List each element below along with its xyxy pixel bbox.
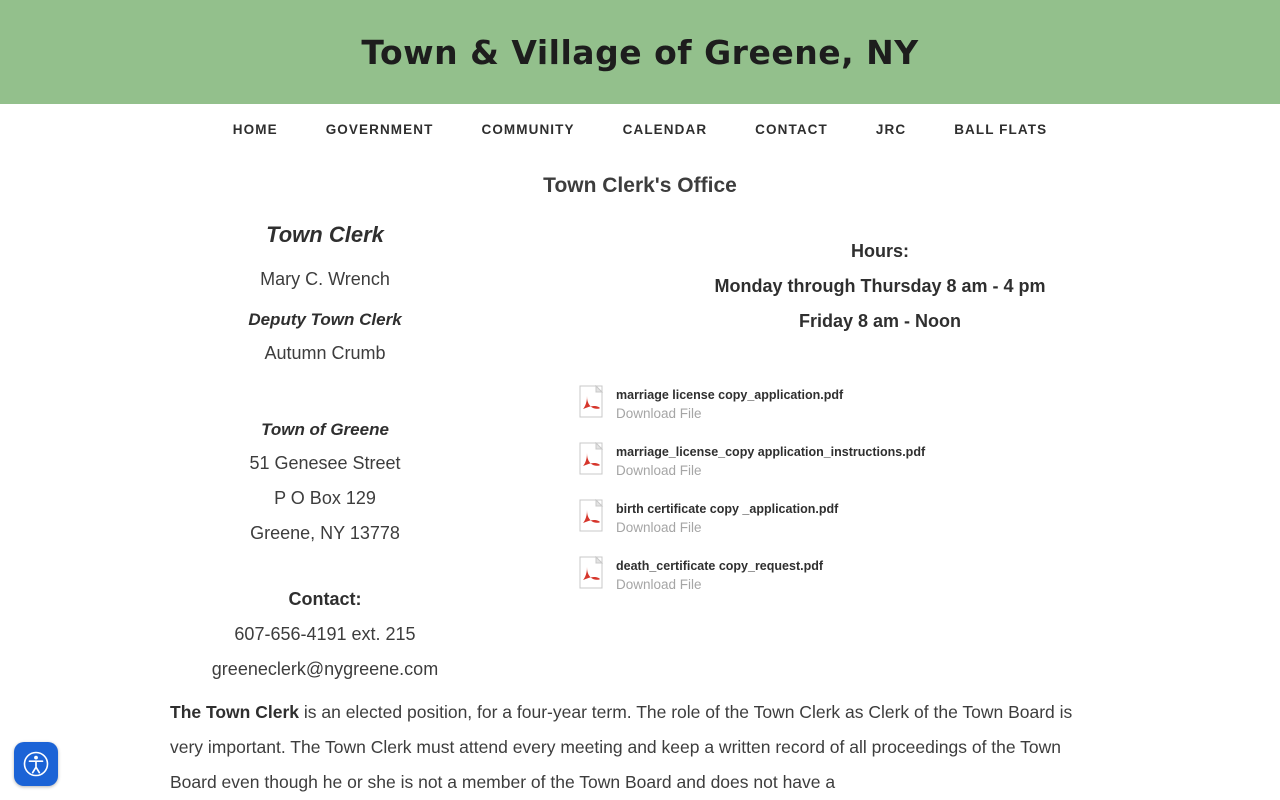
- file-meta: [616, 442, 925, 481]
- site-header: [0, 0, 1280, 104]
- pdf-file-icon: [578, 499, 606, 533]
- address-line-3: Greene, NY 13778: [250, 523, 400, 543]
- pdf-file-icon: [578, 442, 606, 476]
- file-meta: [616, 499, 838, 538]
- clerk-role-title: Town Clerk: [266, 222, 384, 247]
- nav-item-government[interactable]: GOVERNMENT: [325, 121, 434, 137]
- hours-and-files-column: [560, 216, 1190, 687]
- accessibility-button[interactable]: [14, 742, 58, 786]
- content-columns: [90, 202, 1190, 687]
- body-lead: The Town Clerk: [170, 702, 299, 722]
- file-name: marriage license copy_application.pdf: [616, 388, 844, 402]
- file-name: death_certificate copy_request.pdf: [616, 559, 824, 573]
- file-name: birth certificate copy _application.pdf: [616, 502, 839, 516]
- download-file-link[interactable]: Download File: [616, 577, 702, 592]
- nav-item-calendar[interactable]: CALENDAR: [622, 121, 708, 137]
- deputy-name: Autumn Crumb: [264, 343, 386, 363]
- page-title: Town Clerk's Office: [543, 174, 737, 197]
- download-file-link[interactable]: Download File: [616, 520, 702, 535]
- nav-item-home[interactable]: HOME: [232, 121, 278, 137]
- clerk-info-column: [90, 216, 560, 687]
- file-row[interactable]: [578, 499, 1190, 538]
- file-meta: [616, 556, 823, 595]
- file-row[interactable]: [578, 556, 1190, 595]
- nav-item-contact[interactable]: CONTACT: [755, 121, 828, 137]
- nav-item-ball-flats[interactable]: BALL FLATS: [954, 121, 1048, 137]
- contact-email[interactable]: greeneclerk@nygreene.com: [211, 659, 439, 679]
- file-row[interactable]: [578, 385, 1190, 424]
- body-text: is an elected position, for a four-year term. The role of the Town Clerk as Clerk of the Town Board is very important. The Town Clerk must attend every meeting and keep a written record of all proceedings of the Town Board even though he or she is not a member of the Town Board and does not have a: [170, 702, 1073, 792]
- hours-label: Hours:: [851, 241, 909, 261]
- spacer: [90, 551, 560, 581]
- contact-phone[interactable]: 607-656-4191 ext. 215: [234, 624, 416, 644]
- hours-line-1: Monday through Thursday 8 am - 4 pm: [714, 276, 1046, 296]
- file-download-list: [570, 385, 1190, 595]
- org-name: Town of Greene: [261, 420, 389, 439]
- address-line-1: 51 Genesee Street: [249, 453, 401, 473]
- pdf-file-icon: [578, 385, 606, 419]
- pdf-file-icon: [578, 556, 606, 590]
- nav-item-community[interactable]: COMMUNITY: [481, 121, 575, 137]
- body-paragraph: [90, 695, 1190, 800]
- deputy-role-title: Deputy Town Clerk: [248, 310, 402, 329]
- spacer: [90, 371, 560, 407]
- nav-item-jrc[interactable]: JRC: [875, 121, 907, 137]
- address-line-2: P O Box 129: [274, 488, 376, 508]
- file-name: marriage_license_copy application_instructions.pdf: [616, 445, 926, 459]
- download-file-link[interactable]: Download File: [616, 406, 702, 421]
- site-title: Town & Village of Greene, NY: [361, 32, 919, 72]
- contact-label: Contact:: [288, 589, 362, 609]
- download-file-link[interactable]: Download File: [616, 463, 702, 478]
- hours-line-2: Friday 8 am - Noon: [798, 311, 962, 331]
- hours-block: [570, 216, 1190, 339]
- main-navigation: [0, 104, 1280, 154]
- accessibility-icon: [23, 751, 49, 777]
- clerk-name: Mary C. Wrench: [260, 269, 390, 289]
- file-meta: [616, 385, 843, 424]
- file-row[interactable]: [578, 442, 1190, 481]
